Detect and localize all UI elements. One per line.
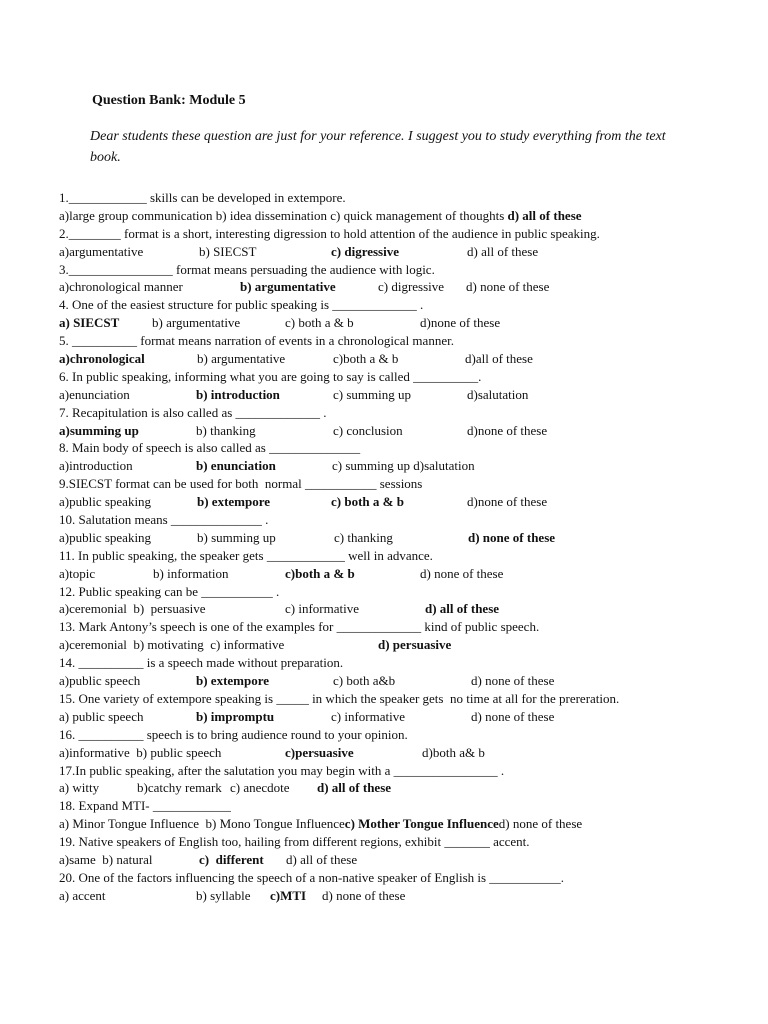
option: c)both a & b [333, 351, 399, 367]
option: a)public speech [59, 673, 141, 689]
question-list [59, 189, 749, 905]
option: b) thanking [196, 422, 256, 438]
answer-options [59, 779, 749, 797]
option: a)ceremonial b) motivating c) informative [59, 637, 285, 653]
correct-option: d) persuasive [378, 637, 452, 653]
option: d)none of these [467, 494, 548, 510]
option: c) anecdote [230, 780, 290, 796]
option: d) none of these [420, 565, 504, 581]
option: a)informative b) public speech [59, 744, 222, 760]
option: b)catchy remark [137, 780, 222, 796]
option: a) public speech [59, 708, 144, 724]
correct-option: c) Mother Tongue Influence [344, 816, 499, 832]
correct-option: b) extempore [196, 673, 270, 689]
question-text: 1.____________ skills can be developed in extempore. [59, 190, 346, 205]
option: d) none of these [322, 887, 406, 903]
answer-options [59, 422, 749, 440]
answer-options [59, 708, 749, 726]
option: d)both a& b [422, 744, 485, 760]
option: a)ceremonial b) persuasive [59, 601, 206, 617]
correct-option: b) enunciation [196, 458, 276, 474]
question-text: 19. Native speakers of English too, hailing from different regions, exhibit _______ accent. [59, 834, 530, 850]
correct-option: a)chronological [59, 351, 145, 367]
answer-options [59, 672, 749, 690]
correct-option: d) all of these [425, 601, 500, 617]
option: a)enunciation [59, 386, 130, 402]
page-title: Question Bank: Module 5 [92, 93, 246, 108]
question-text: 18. Expand MTI- ____________ [59, 798, 231, 814]
option: b) summing up [197, 529, 276, 545]
correct-option: d) all of these [317, 780, 392, 796]
question-text: 16. __________ speech is to bring audience round to your opinion. [59, 726, 408, 742]
question-text: 15. One variety of extempore speaking is _____ in which the speaker gets no time at all for the prereration. [59, 690, 620, 706]
answer-options [59, 565, 749, 583]
option: a)public speaking [59, 529, 152, 545]
correct-option: c) both a & b [331, 494, 404, 510]
answer-options [59, 887, 749, 905]
question-text: 20. One of the factors influencing the speech of a non-native speaker of English is ___________. [59, 869, 565, 885]
option: a)introduction [59, 458, 133, 474]
answer-options [59, 207, 749, 225]
option: a) Minor Tongue Influence b) Mono Tongue Influence [59, 816, 345, 832]
question-text: 4. One of the easiest structure for public speaking is _____________ . [59, 297, 424, 313]
answer-options [59, 278, 749, 296]
option: c) both a & b [285, 315, 354, 331]
option: c) digressive [378, 279, 445, 295]
question-text: 3.________________ format means persuading the audience with logic. [59, 261, 435, 277]
option: d)salutation [467, 386, 529, 402]
question-text: 12. Public speaking can be ___________ . [59, 583, 280, 599]
question-text: 17.In public speaking, after the salutation you may begin with a ________________ . [59, 762, 505, 778]
question-text: 14. __________ is a speech made without preparation. [59, 655, 344, 671]
option: a) accent [59, 887, 106, 903]
option: c) conclusion [333, 422, 403, 438]
option: d) none of these [471, 673, 555, 689]
answer-options [59, 243, 749, 261]
question-text: 2.________ format is a short, interesting digression to hold attention of the audience in public speaking. [59, 225, 600, 241]
option: d)all of these [465, 351, 533, 367]
option: a)topic [59, 565, 96, 581]
option: d)none of these [420, 315, 501, 331]
option: c) summing up [333, 386, 411, 402]
option: b) argumentative [152, 315, 241, 331]
correct-option: d) all of these [507, 207, 582, 223]
answer-options [59, 493, 749, 511]
option: b) SIECST [199, 243, 257, 259]
option: a)chronological manner [59, 279, 183, 295]
question-text: 6. In public speaking, informing what you are going to say is called __________. [59, 368, 482, 384]
option: a)same b) natural [59, 851, 153, 867]
option: d) all of these [286, 851, 358, 867]
option: c) informative [331, 708, 405, 724]
option: a)public speaking [59, 494, 152, 510]
option: a)argumentative [59, 243, 144, 259]
option: c) informative [285, 601, 359, 617]
option: b) information [153, 565, 229, 581]
question-text: 8. Main body of speech is also called as ______________ [59, 440, 361, 456]
correct-option: c) digressive [331, 243, 399, 259]
answer-options [59, 457, 749, 475]
answer-options [59, 636, 749, 654]
option: b) argumentative [197, 351, 286, 367]
option: d)none of these [467, 422, 548, 438]
answer-options [59, 314, 749, 332]
question-text: 11. In public speaking, the speaker gets ____________ well in advance. [59, 547, 433, 563]
option: c) summing up d)salutation [332, 458, 475, 474]
option: c) thanking [334, 529, 393, 545]
option: a) witty [59, 780, 100, 796]
option: a)large group communication b) idea dissemination c) quick management of thoughts [59, 207, 508, 223]
question-text: 5. __________ format means narration of events in a chronological manner. [59, 333, 454, 349]
correct-option: c)persuasive [285, 744, 354, 760]
option: c) both a&b [333, 673, 396, 689]
answer-options [59, 744, 749, 762]
correct-option: a)summing up [59, 422, 139, 438]
answer-options [59, 386, 749, 404]
answer-options [59, 600, 749, 618]
question-text: 9.SIECST format can be used for both normal ___________ sessions [59, 476, 423, 492]
option: d) none of these [466, 279, 550, 295]
question-text: 10. Salutation means ______________ . [59, 512, 269, 528]
correct-option: b) argumentative [240, 279, 336, 295]
question-text: 13. Mark Antony’s speech is one of the examples for _____________ kind of public speech. [59, 619, 540, 635]
option: d) none of these [471, 708, 555, 724]
correct-option: c)both a & b [285, 565, 355, 581]
correct-option: c)MTI [270, 887, 307, 903]
option: d) all of these [467, 243, 539, 259]
intro-note: Dear students these question are just for your reference. I suggest you to study everything from the text book. [90, 129, 666, 165]
option: b) syllable [196, 887, 251, 903]
answer-options [59, 529, 749, 547]
answer-options [59, 815, 749, 833]
correct-option: b) introduction [196, 386, 280, 402]
correct-option: b) extempore [197, 494, 271, 510]
answer-options [59, 350, 749, 368]
correct-option: d) none of these [468, 529, 556, 545]
answer-options [59, 851, 749, 869]
option: d) none of these [498, 816, 583, 832]
correct-option: a) SIECST [59, 315, 120, 331]
correct-option: c) different [199, 851, 264, 867]
correct-option: b) impromptu [196, 708, 275, 724]
question-text: 7. Recapitulation is also called as _____________ . [59, 404, 327, 420]
